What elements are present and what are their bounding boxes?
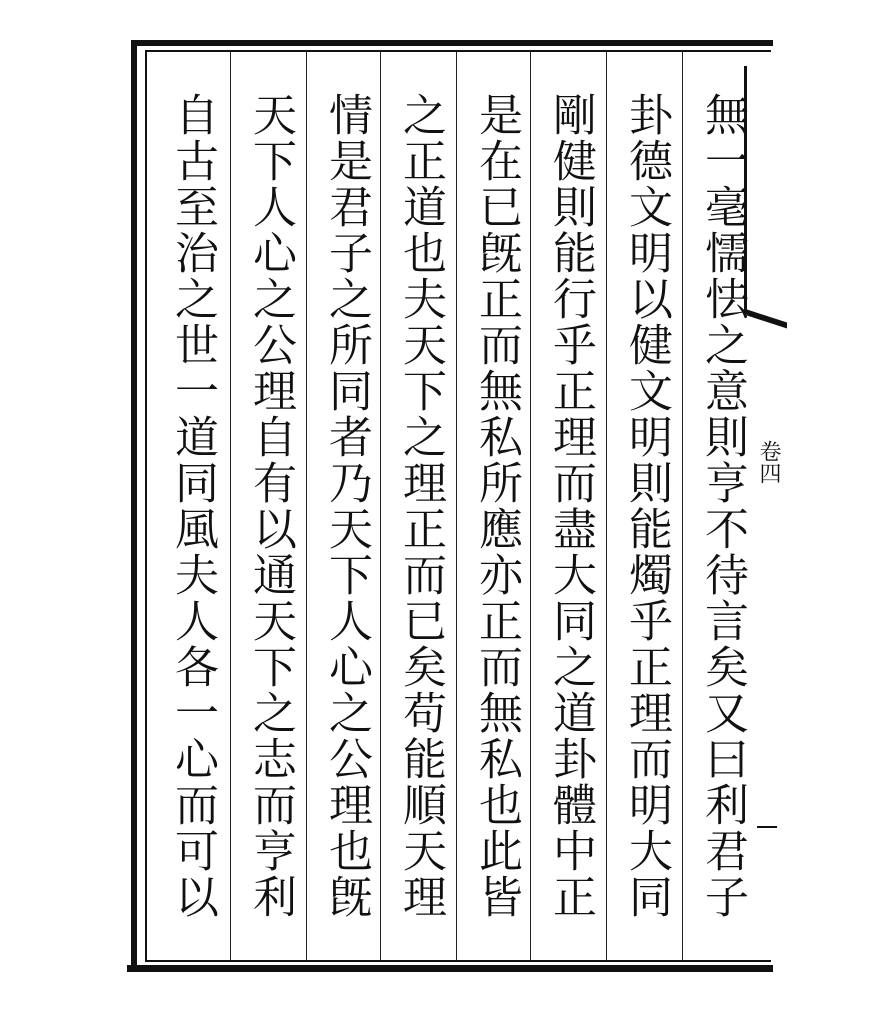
- frame-left-border: [131, 40, 137, 972]
- margin-tick-mark: [757, 826, 777, 828]
- text-column-5: 之正道也夫天下之理正而已矣苟能順天理: [395, 92, 446, 920]
- volume-label: 卷四: [756, 440, 781, 484]
- frame-left-inner-border: [145, 50, 147, 962]
- text-column-1: 無一毫懦怯之意則亨不待言矣又曰利君子: [697, 92, 748, 920]
- text-column-4: 是在已旣正而無私所應亦正而無私也此皆: [471, 92, 522, 920]
- page-fold-edge: [744, 66, 783, 314]
- frame-top-inner-border: [147, 50, 771, 52]
- frame-top-border: [137, 40, 773, 46]
- frame-bottom-inner-border: [147, 960, 771, 962]
- text-column-3: 剛健則能行乎正理而盡大同之道卦體中正: [545, 92, 596, 920]
- text-column-8: 自古至治之世一道同風夫人各一心而可以: [167, 92, 218, 920]
- text-column-7: 天下人心之公理自有以通天下之志而亨利: [245, 92, 296, 920]
- text-column-2: 卦德文明以健文明則能燭乎正理而明大同: [621, 92, 672, 920]
- frame-bottom-border: [127, 965, 773, 972]
- column-divider: [230, 52, 231, 960]
- text-column-6: 情是君子之所同者乃天下人心之公理也旣: [321, 92, 372, 920]
